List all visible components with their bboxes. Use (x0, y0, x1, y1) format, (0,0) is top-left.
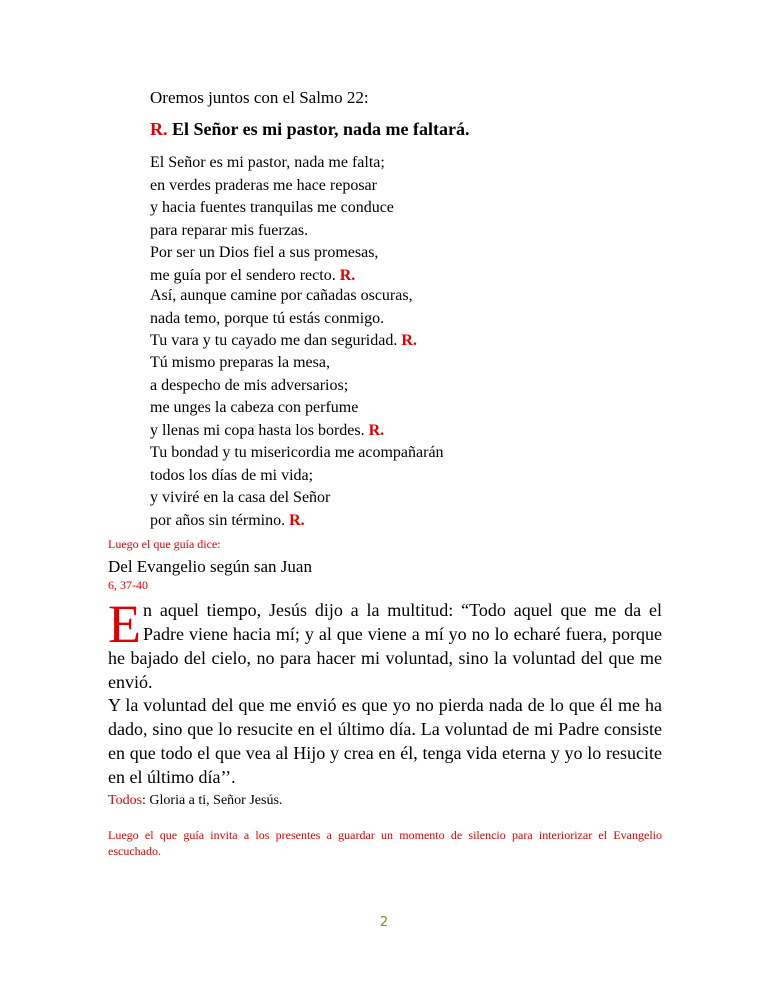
stanza-line-last (150, 510, 444, 533)
gospel-reference: 6, 37-40 (108, 578, 148, 592)
rubric-instruction: Luego el que guía dice: (108, 537, 221, 551)
antiphon-text: El Señor es mi pastor, nada me faltará. (167, 119, 470, 139)
psalm-stanza-4 (150, 442, 444, 532)
response-marker: R. (289, 511, 305, 529)
response-marker: R. (368, 421, 385, 439)
stanza-line: y viviré en la casa del Señor (150, 489, 331, 506)
stanza-line: Tú mismo preparas la mesa, (150, 354, 330, 371)
response-marker: R. (401, 332, 417, 349)
gospel-paragraph-1 (108, 594, 662, 694)
stanza-line-text: Tu vara y tu cayado me dan seguridad. (150, 332, 402, 349)
stanza-line: Por ser un Dios fiel a sus promesas, (150, 244, 379, 261)
gospel-paragraph-2: Y la voluntad del que me envió es que yo no pierda nada de lo que él me ha dado, sino que lo resucite en el último día. La voluntad de mi Padre consiste en que todo el que vea al Hijo y crea en él, tenga vida eterna y yo lo resucite en el último día’’. (108, 695, 662, 787)
rubric-silence-instruction: Luego el que guía invita a los presentes a guardar un momento de silencio para interiorizar el Evangelio escuchado. (108, 828, 662, 858)
stanza-line-last (150, 330, 417, 353)
stanza-line-last (150, 420, 384, 443)
gospel-paragraph-1-text: n aquel tiempo, Jesús dijo a la multitud: “Todo aquel que me da el Padre viene hacia mí; y al que viene a mí yo no lo echaré fuera, porque he bajado del cielo, no para hacer mi voluntad, sino la voluntad del que me envió. (108, 600, 662, 692)
stanza-line: El Señor es mi pastor, nada me falta; (150, 154, 385, 171)
todos-text: : Gloria a ti, Señor Jesús. (142, 793, 283, 808)
todos-label: Todos (108, 793, 143, 808)
stanza-line: para reparar mis fuerzas. (150, 221, 309, 239)
stanza-line-text: por años sin término. (150, 511, 290, 529)
antiphon-marker: R. (150, 119, 168, 139)
psalm-stanza-1 (150, 152, 394, 287)
stanza-line: nada temo, porque tú estás conmigo. (150, 309, 385, 327)
todos-response (108, 793, 282, 809)
stanza-line-last (150, 265, 394, 288)
drop-cap: E (108, 594, 141, 654)
psalm-stanza-2 (150, 285, 417, 353)
stanza-line: a despecho de mis adversarios; (150, 376, 349, 394)
stanza-line: Así, aunque camine por cañadas oscuras, (150, 287, 413, 304)
psalm-stanza-3 (150, 352, 384, 442)
response-marker: R. (339, 266, 356, 284)
stanza-line: todos los días de mi vida; (150, 466, 314, 484)
stanza-line: me unges la cabeza con perfume (150, 399, 359, 416)
stanza-line-text: y llenas mi copa hasta los bordes. (150, 421, 369, 439)
page-number: 2 (379, 915, 389, 930)
stanza-line: en verdes praderas me hace reposar (150, 176, 377, 194)
stanza-line: y hacia fuentes tranquilas me conduce (150, 199, 394, 216)
psalm-antiphon (150, 119, 470, 140)
stanza-line: Tu bondad y tu misericordia me acompañarán (150, 444, 444, 461)
stanza-line-text: me guía por el sendero recto. (150, 266, 340, 284)
gospel-title: Del Evangelio según san Juan (108, 557, 312, 576)
psalm-intro: Oremos juntos con el Salmo 22: (150, 88, 369, 107)
